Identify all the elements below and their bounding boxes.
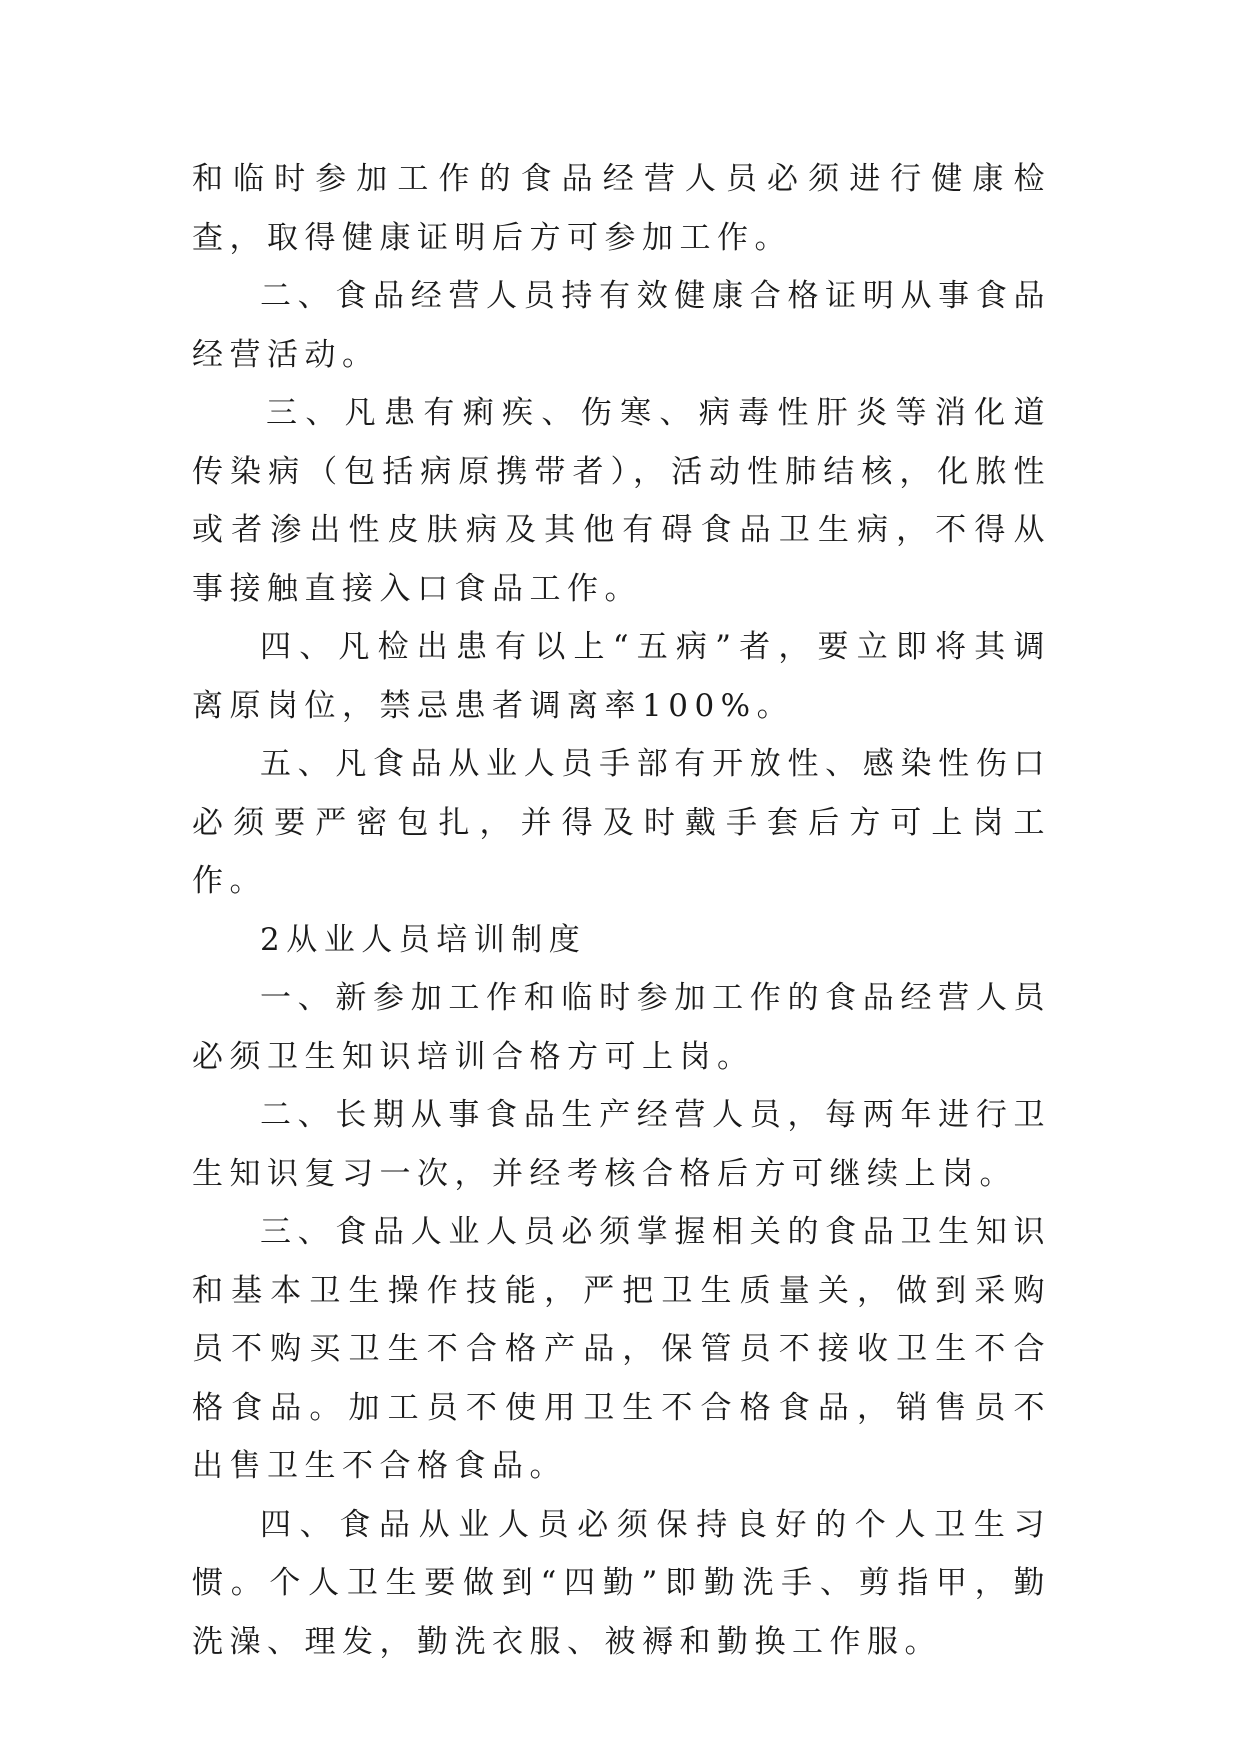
paragraph-training-4: 四、食品从业人员必须保持良好的个人卫生习惯。个人卫生要做到“四勤”即勤洗手、剪指甲，勤洗澡、理发，勤洗衣服、被褥和勤换工作服。 — [192, 1506, 1051, 1660]
paragraph-item-2: 二、食品经营人员持有效健康合格证明从事食品经营活动。 — [192, 278, 1051, 373]
paragraph-training-2: 二、长期从事食品生产经营人员，每两年进行卫生知识复习一次，并经考核合格后方可继续上岗。 — [192, 1097, 1051, 1192]
paragraph-training-1: 一、新参加工作和临时参加工作的食品经营人员必须卫生知识培训合格方可上岗。 — [192, 980, 1051, 1075]
paragraph-item-4: 四、凡检出患有以上“五病”者，要立即将其调离原岗位，禁忌患者调离率100%。 — [192, 629, 1051, 724]
paragraph-item-3: 三、凡患有痢疾、伤寒、病毒性肝炎等消化道传染病（包括病原携带者），活动性肺结核，化脓性或者渗出性皮肤病及其他有碍食品卫生病，不得从事接触直接入口食品工作。 — [192, 395, 1051, 607]
section-heading: 2从业人员培训制度 — [260, 921, 587, 958]
paragraph-continuation: 和临时参加工作的食品经营人员必须进行健康检查，取得健康证明后方可参加工作。 — [192, 161, 1051, 256]
paragraph-training-3: 三、食品人业人员必须掌握相关的食品卫生知识和基本卫生操作技能，严把卫生质量关，做到采购员不购买卫生不合格产品，保管员不接收卫生不合格食品。加工员不使用卫生不合格食品，销售员不出售卫生不合格食品。 — [192, 1214, 1051, 1484]
paragraph-item-5: 五、凡食品从业人员手部有开放性、感染性伤口必须要严密包扎，并得及时戴手套后方可上岗工作。 — [192, 746, 1051, 899]
